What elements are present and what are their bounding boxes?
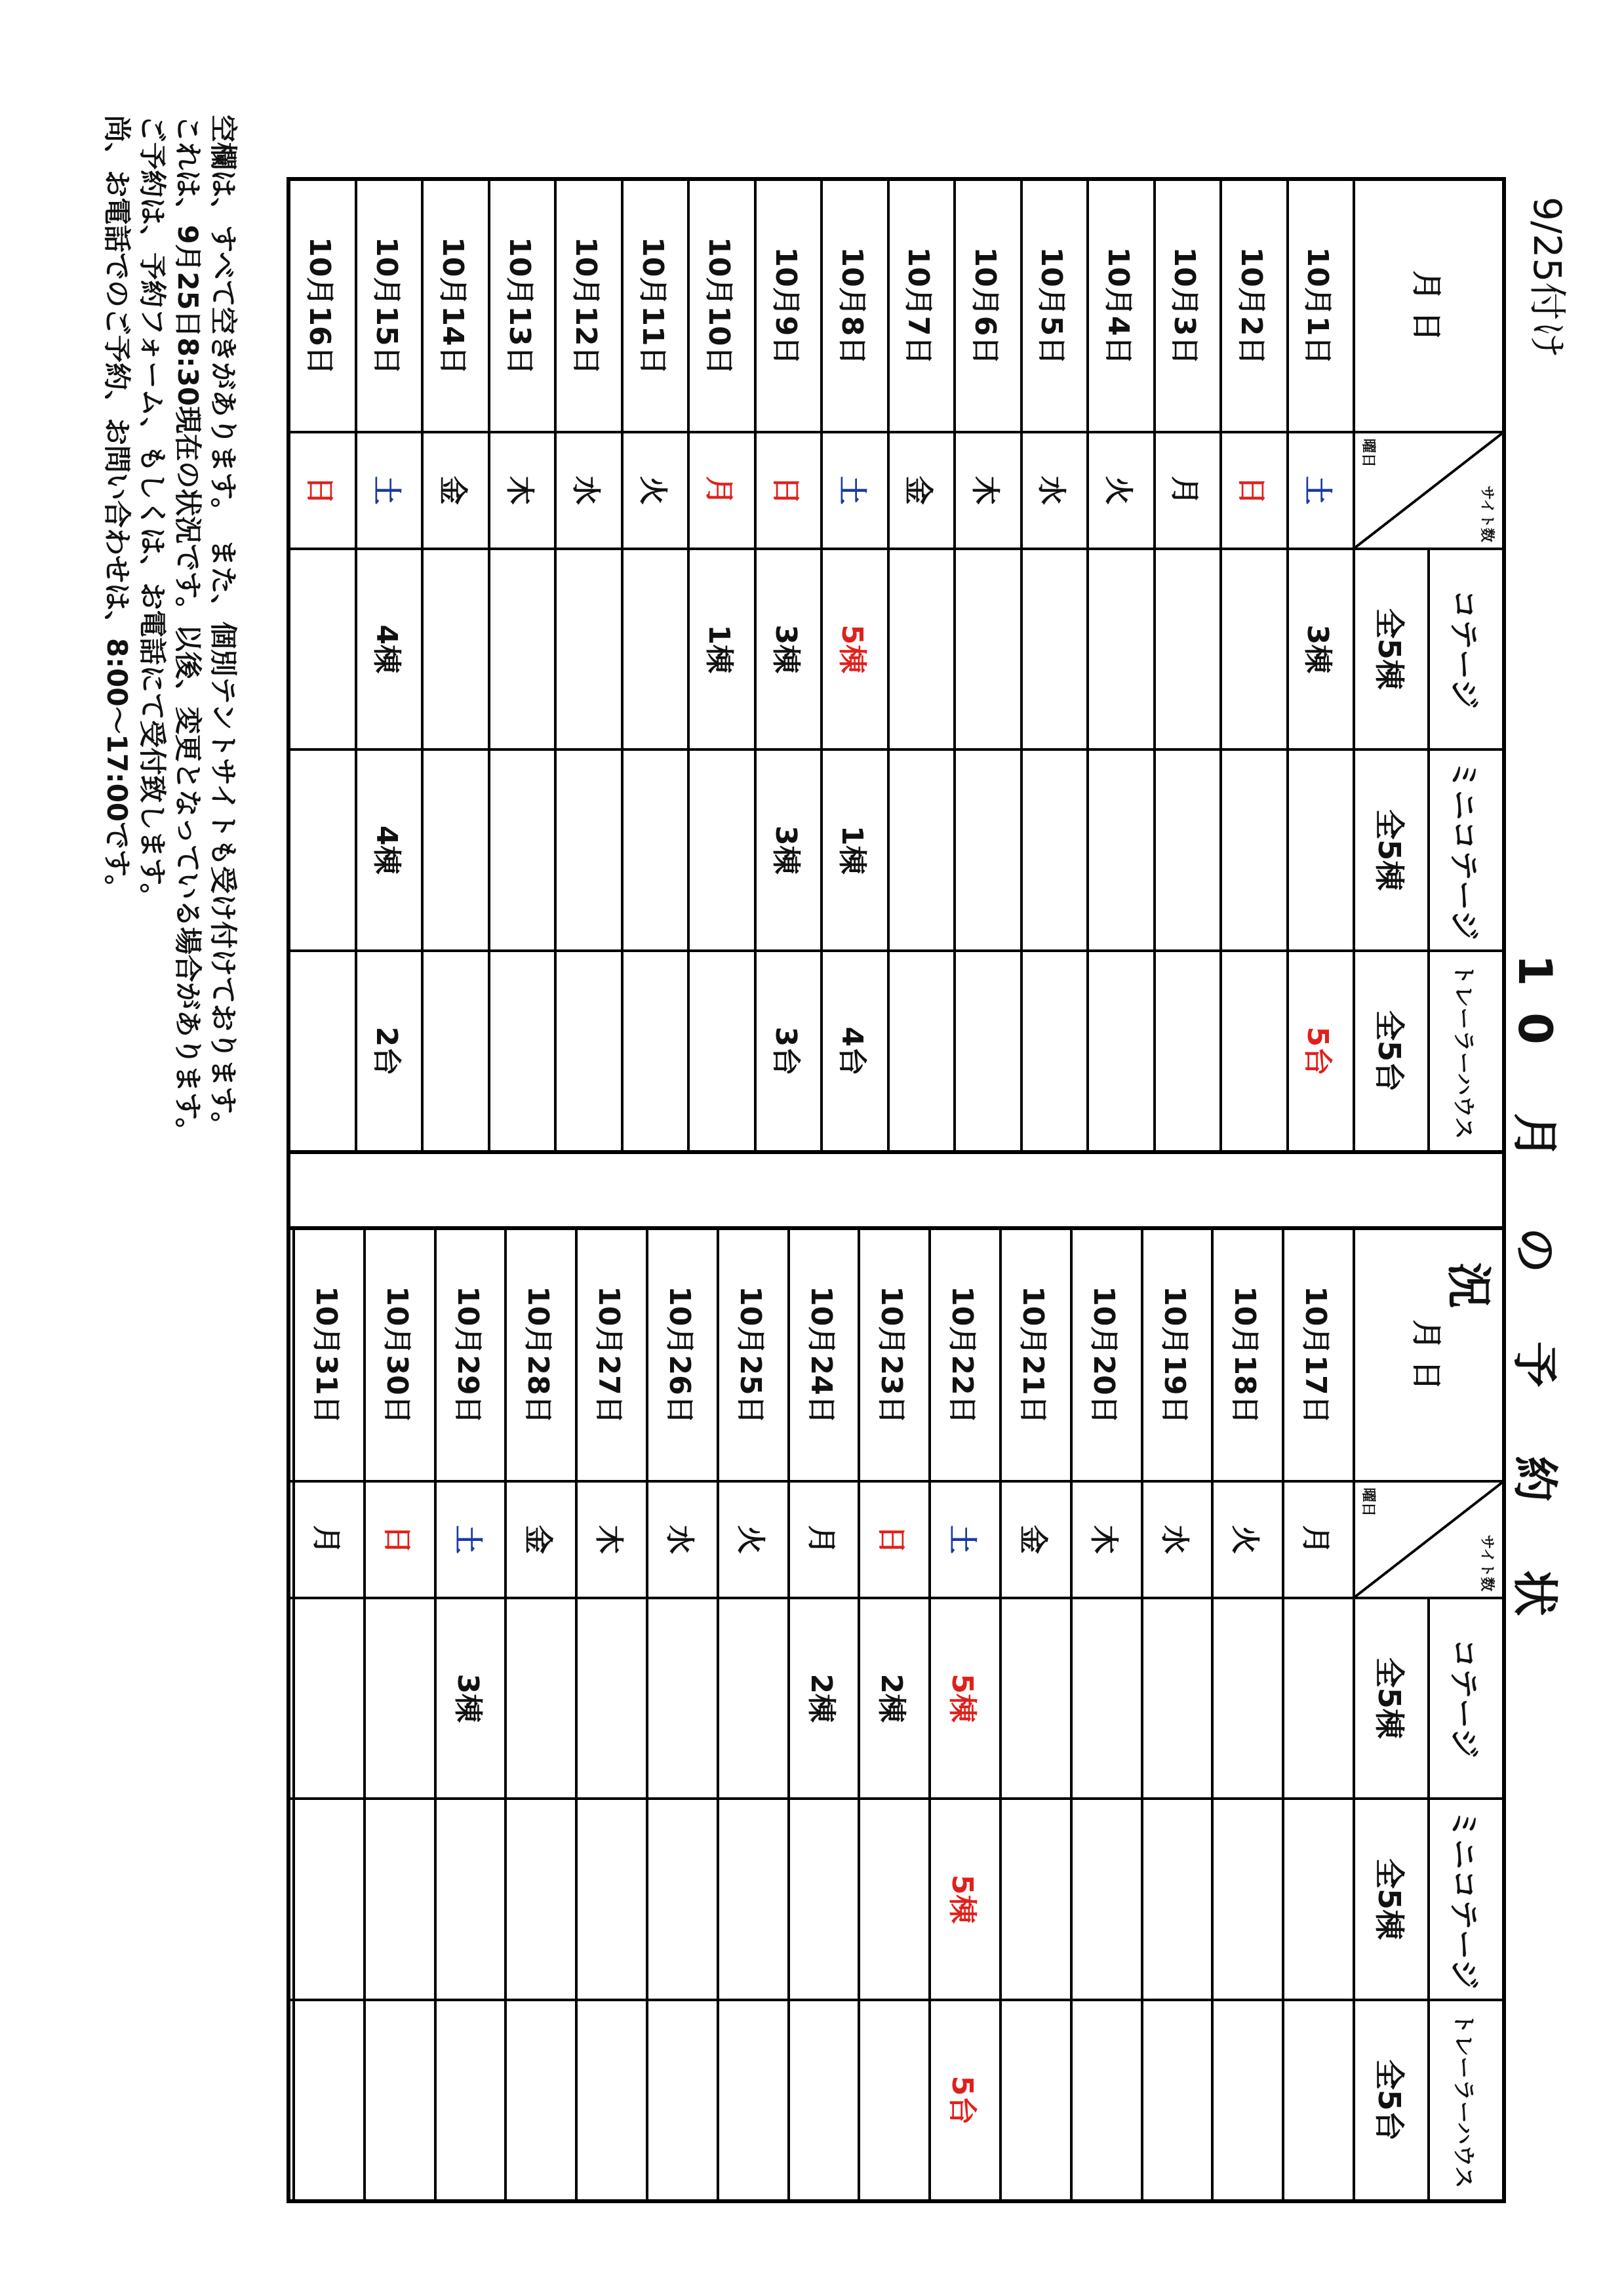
cottage-cell — [647, 1598, 718, 1799]
date-column-header: 月 日 — [1354, 179, 1504, 432]
trailer-cell — [1142, 2000, 1213, 2201]
note-line: 空欄は、すべて空きがあります。 また、個別テントサイトも受け付けております。 — [207, 115, 239, 1140]
mini-cottage-cell — [489, 749, 555, 951]
cottage-cell — [1212, 1598, 1283, 1799]
mini-cottage-cell — [1155, 749, 1221, 951]
trailer-column-header: トレーラーハウス — [1429, 951, 1504, 1152]
mini-cottage-cell — [1088, 749, 1154, 951]
date-cell: 10月7日 — [888, 179, 955, 432]
cottage-cell: 3棟 — [755, 549, 822, 749]
trailer-cell: 5台 — [930, 2000, 1000, 2201]
weekday-cell: 火 — [718, 1481, 789, 1598]
reservation-table-right — [287, 1226, 1506, 2203]
cottage-cell — [422, 549, 488, 749]
weekday-cell: 日 — [288, 432, 356, 549]
trailer-cell — [365, 2000, 435, 2201]
table-row — [1212, 1228, 1283, 2201]
trailer-cell — [718, 2000, 789, 2201]
trailer-cell: 3台 — [755, 951, 822, 1152]
date-cell: 10月18日 — [1212, 1228, 1283, 1481]
table-row — [647, 1228, 718, 2201]
trailer-cell: 2台 — [356, 951, 422, 1152]
table-row — [888, 179, 955, 1152]
cottage-cell — [1021, 549, 1088, 749]
weekday-label: 曜日 — [1360, 1487, 1376, 1517]
table-row — [435, 1228, 506, 2201]
mini-cottage-cell: 4棟 — [356, 749, 422, 951]
cottage-cell — [576, 1598, 647, 1799]
mini-cottage-cell: 5棟 — [930, 1799, 1000, 2000]
weekday-cell: 日 — [1221, 432, 1287, 549]
cottage-cell — [888, 549, 955, 749]
cottage-cell — [1283, 1598, 1354, 1799]
mini-cottage-cell — [422, 749, 488, 951]
weekday-cell: 火 — [1212, 1481, 1283, 1598]
mini-cottage-cell — [688, 749, 755, 951]
table-row — [555, 179, 622, 1152]
weekday-cell: 火 — [1088, 432, 1154, 549]
weekday-cell: 土 — [930, 1481, 1000, 1598]
table-row — [294, 1228, 365, 2201]
mini-cottage-cell — [1021, 749, 1088, 951]
note-line: これは、9月25日8:30現在の状況です。以後、変更となっている場合があります。 — [172, 115, 204, 1146]
table-row — [422, 179, 488, 1152]
cottage-total: 全5棟 — [1354, 1598, 1429, 1799]
cottage-cell — [365, 1598, 435, 1799]
date-cell: 10月26日 — [647, 1228, 718, 1481]
table-row — [688, 179, 755, 1152]
weekday-cell: 土 — [435, 1481, 506, 1598]
trailer-cell — [1155, 951, 1221, 1152]
site-count-label: サイト数 — [1478, 1534, 1495, 1591]
table-row — [622, 179, 688, 1152]
date-cell: 10月15日 — [356, 179, 422, 432]
table-row — [489, 179, 555, 1152]
date-cell: 10月13日 — [489, 179, 555, 432]
mini-cottage-cell — [647, 1799, 718, 2000]
date-cell: 10月14日 — [422, 179, 488, 432]
date-cell: 10月21日 — [1000, 1228, 1071, 1481]
cottage-cell — [1071, 1598, 1142, 1799]
cottage-cell — [505, 1598, 576, 1799]
date-cell: 10月8日 — [822, 179, 888, 432]
trailer-cell — [435, 2000, 506, 2201]
weekday-cell: 月 — [1155, 432, 1221, 549]
weekday-cell: 水 — [1021, 432, 1088, 549]
mini-cottage-cell — [555, 749, 622, 951]
cottage-cell — [1142, 1598, 1213, 1799]
cottage-cell: 3棟 — [1288, 549, 1354, 749]
cottage-cell — [489, 549, 555, 749]
site-count-label: サイト数 — [1478, 485, 1495, 542]
cottage-cell: 4棟 — [356, 549, 422, 749]
weekday-cell: 木 — [1071, 1481, 1142, 1598]
cottage-cell — [288, 1598, 294, 1799]
table-row — [955, 179, 1021, 1152]
mini-cottage-cell — [1000, 1799, 1071, 2000]
date-cell: 10月28日 — [505, 1228, 576, 1481]
weekday-cell — [288, 1481, 294, 1598]
trailer-cell — [288, 2000, 294, 2201]
mini-cottage-cell — [888, 749, 955, 951]
trailer-cell — [688, 951, 755, 1152]
weekday-cell: 土 — [356, 432, 422, 549]
weekday-cell: 月 — [688, 432, 755, 549]
trailer-cell — [1283, 2000, 1354, 2201]
mini-cottage-cell — [622, 749, 688, 951]
cottage-cell — [288, 549, 356, 749]
weekday-cell: 日 — [365, 1481, 435, 1598]
weekday-cell: 月 — [789, 1481, 860, 1598]
mini-cottage-cell — [789, 1799, 860, 2000]
date-cell: 10月12日 — [555, 179, 622, 432]
date-column-header: 月 日 — [1354, 1228, 1504, 1481]
mini-cottage-cell — [955, 749, 1021, 951]
trailer-cell — [555, 951, 622, 1152]
date-cell: 10月24日 — [789, 1228, 860, 1481]
cottage-cell — [955, 549, 1021, 749]
diagonal-header-cell — [1354, 432, 1504, 549]
cottage-cell: 5棟 — [930, 1598, 1000, 1799]
mini-cottage-cell — [1071, 1799, 1142, 2000]
trailer-cell — [1071, 2000, 1142, 2201]
mini-cottage-cell — [365, 1799, 435, 2000]
table-row — [288, 179, 356, 1152]
cottage-cell — [1221, 549, 1287, 749]
table-row — [789, 1228, 860, 2201]
date-cell: 10月19日 — [1142, 1228, 1213, 1481]
trailer-cell — [955, 951, 1021, 1152]
mini-cottage-cell — [1212, 1799, 1283, 2000]
weekday-cell: 水 — [647, 1481, 718, 1598]
mini-cottage-cell — [1288, 749, 1354, 951]
table-row — [1283, 1228, 1354, 2201]
trailer-cell — [888, 951, 955, 1152]
table-row — [365, 1228, 435, 2201]
date-cell: 10月31日 — [294, 1228, 365, 1481]
weekday-cell: 日 — [755, 432, 822, 549]
trailer-cell — [294, 2000, 365, 2201]
trailer-cell — [647, 2000, 718, 2201]
trailer-cell — [422, 951, 488, 1152]
mini-cottage-column-header: ミニコテージ — [1429, 1799, 1504, 2000]
cottage-cell — [555, 549, 622, 749]
date-cell: 10月25日 — [718, 1228, 789, 1481]
mini-cottage-cell: 3棟 — [755, 749, 822, 951]
mini-cottage-cell — [576, 1799, 647, 2000]
table-row — [718, 1228, 789, 2201]
date-cell: 10月3日 — [1155, 179, 1221, 432]
table-row — [576, 1228, 647, 2201]
table-second-half — [287, 1226, 1506, 2203]
trailer-cell: 4台 — [822, 951, 888, 1152]
cottage-cell — [718, 1598, 789, 1799]
mini-cottage-cell — [1142, 1799, 1213, 2000]
trailer-cell — [622, 951, 688, 1152]
mini-cottage-cell — [718, 1799, 789, 2000]
weekday-cell: 木 — [576, 1481, 647, 1598]
trailer-cell — [859, 2000, 930, 2201]
weekday-label: 曜日 — [1360, 438, 1376, 468]
weekday-cell: 木 — [489, 432, 555, 549]
trailer-cell — [1088, 951, 1154, 1152]
trailer-total: 全5台 — [1354, 2000, 1429, 2201]
date-cell: 10月16日 — [288, 179, 356, 432]
table-row — [356, 179, 422, 1152]
date-cell: 10月30日 — [365, 1228, 435, 1481]
cottage-cell: 2棟 — [789, 1598, 860, 1799]
cottage-cell — [622, 549, 688, 749]
cottage-cell — [1155, 549, 1221, 749]
date-cell: 10月20日 — [1071, 1228, 1142, 1481]
trailer-cell — [288, 951, 356, 1152]
weekday-cell: 水 — [555, 432, 622, 549]
table-row — [930, 1228, 1000, 2201]
cottage-cell — [294, 1598, 365, 1799]
cottage-cell: 5棟 — [822, 549, 888, 749]
weekday-cell: 金 — [505, 1481, 576, 1598]
mini-cottage-cell — [1283, 1799, 1354, 2000]
note-line: ご予約は、予約フォーム、もしくは、お電話にて受付致します。 — [136, 115, 168, 911]
table-row — [1088, 179, 1154, 1152]
date-cell: 10月10日 — [688, 179, 755, 432]
table-row — [859, 1228, 930, 2201]
trailer-cell — [1221, 951, 1287, 1152]
mini-cottage-cell — [1221, 749, 1287, 951]
date-cell: 10月5日 — [1021, 179, 1088, 432]
table-first-half — [287, 177, 1506, 1154]
table-divider — [287, 1154, 1506, 1226]
date-cell: 10月22日 — [930, 1228, 1000, 1481]
table-row — [1142, 1228, 1213, 2201]
cottage-column-header: コテージ — [1429, 1598, 1504, 1799]
weekday-cell: 土 — [822, 432, 888, 549]
weekday-cell: 金 — [888, 432, 955, 549]
table-row — [822, 179, 888, 1152]
table-row — [1288, 179, 1354, 1152]
cottage-cell: 3棟 — [435, 1598, 506, 1799]
trailer-cell — [576, 2000, 647, 2201]
cottage-cell — [1000, 1598, 1071, 1799]
header-row — [1429, 1228, 1504, 2201]
trailer-total: 全5台 — [1354, 951, 1429, 1152]
date-cell: 10月17日 — [1283, 1228, 1354, 1481]
mini-cottage-total: 全5棟 — [1354, 749, 1429, 951]
trailer-cell — [1021, 951, 1088, 1152]
cottage-cell — [1088, 549, 1154, 749]
table-row — [755, 179, 822, 1152]
weekday-cell: 金 — [1000, 1481, 1071, 1598]
date-cell: 10月6日 — [955, 179, 1021, 432]
trailer-cell — [489, 951, 555, 1152]
mini-cottage-cell — [288, 1799, 294, 2000]
table-row — [1221, 179, 1287, 1152]
weekday-cell: 日 — [859, 1481, 930, 1598]
notes — [99, 115, 241, 2213]
date-cell: 10月2日 — [1221, 179, 1287, 432]
as-of-date: 9/25付け — [1525, 197, 1570, 359]
mini-cottage-cell — [859, 1799, 930, 2000]
weekday-cell: 月 — [1283, 1481, 1354, 1598]
table-row — [1021, 179, 1088, 1152]
table-row — [1155, 179, 1221, 1152]
date-cell: 10月9日 — [755, 179, 822, 432]
header-row — [1429, 179, 1504, 1152]
table-row — [1000, 1228, 1071, 2201]
date-cell: 10月1日 — [1288, 179, 1354, 432]
mini-cottage-cell: 1棟 — [822, 749, 888, 951]
mini-cottage-total: 全5棟 — [1354, 1799, 1429, 2000]
weekday-cell: 月 — [294, 1481, 365, 1598]
reservation-table-left — [287, 177, 1506, 1154]
table-row — [1071, 1228, 1142, 2201]
trailer-cell — [789, 2000, 860, 2201]
trailer-column-header: トレーラーハウス — [1429, 2000, 1504, 2201]
date-cell: 10月27日 — [576, 1228, 647, 1481]
mini-cottage-cell — [288, 749, 356, 951]
cottage-cell: 2棟 — [859, 1598, 930, 1799]
date-cell — [288, 1228, 294, 1481]
weekday-cell: 水 — [1142, 1481, 1213, 1598]
weekday-cell: 土 — [1288, 432, 1354, 549]
cottage-total: 全5棟 — [1354, 549, 1429, 749]
table-row — [288, 1228, 294, 2201]
table-row — [505, 1228, 576, 2201]
date-cell: 10月23日 — [859, 1228, 930, 1481]
cottage-column-header: コテージ — [1429, 549, 1504, 749]
date-cell: 10月4日 — [1088, 179, 1154, 432]
mini-cottage-cell — [294, 1799, 365, 2000]
trailer-cell — [505, 2000, 576, 2201]
date-cell: 10月11日 — [622, 179, 688, 432]
trailer-cell: 5台 — [1288, 951, 1354, 1152]
page-title: 10 月 の 予 約 状 況 — [1442, 954, 1562, 1643]
trailer-cell — [1212, 2000, 1283, 2201]
diagonal-header-cell — [1354, 1481, 1504, 1598]
weekday-cell: 木 — [955, 432, 1021, 549]
mini-cottage-cell — [435, 1799, 506, 2000]
mini-cottage-column-header: ミニコテージ — [1429, 749, 1504, 951]
date-cell: 10月29日 — [435, 1228, 506, 1481]
cottage-cell: 1棟 — [688, 549, 755, 749]
weekday-cell: 金 — [422, 432, 488, 549]
reservation-tables — [287, 177, 1506, 2203]
weekday-cell: 火 — [622, 432, 688, 549]
trailer-cell — [1000, 2000, 1071, 2201]
note-line: 尚、お電話でのご予約、お問い合わせは、8:00～17:00です。 — [101, 115, 133, 902]
mini-cottage-cell — [505, 1799, 576, 2000]
